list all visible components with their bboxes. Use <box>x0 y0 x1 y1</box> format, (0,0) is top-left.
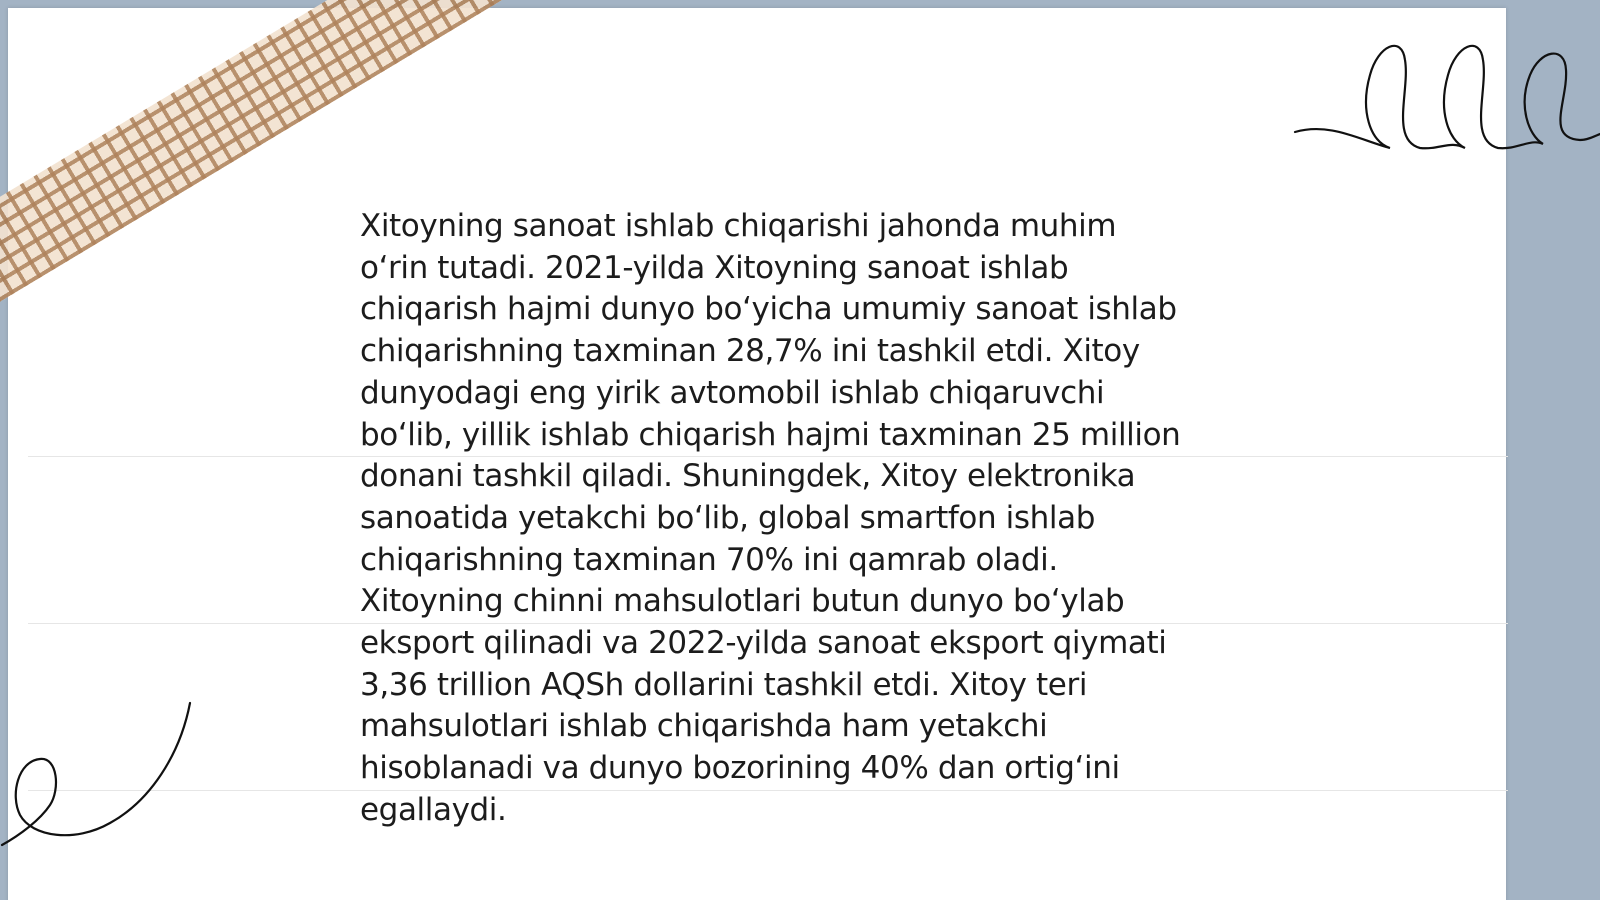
text-line: chiqarishning taxminan 70% ini qamrab oladi. <box>360 541 1058 578</box>
text-line: oʻrin tutadi. 2021-yilda Xitoyning sanoat ishlab <box>360 249 1069 286</box>
text-line: 3,36 trillion AQSh dollarini tashkil etdi. Xitoy teri <box>360 666 1088 703</box>
text-line: egallaydi. <box>360 791 507 828</box>
text-line: chiqarishning taxminan 28,7% ini tashkil etdi. Xitoy <box>360 333 1140 370</box>
text-line: mahsulotlari ishlab chiqarishda ham yetakchi <box>360 708 1048 745</box>
text-line: sanoatida yetakchi boʻlib, global smartfon ishlab <box>360 499 1095 536</box>
scribble-swirl-icon <box>0 695 200 855</box>
text-line: donani tashkil qiladi. Shuningdek, Xitoy elektronika <box>360 458 1136 495</box>
text-line: chiqarish hajmi dunyo boʻyicha umumiy sanoat ishlab <box>360 291 1177 328</box>
text-line: Xitoyning sanoat ishlab chiqarishi jahonda muhim <box>360 208 1117 244</box>
text-line: dunyodagi eng yirik avtomobil ishlab chiqaruvchi <box>360 374 1105 411</box>
text-line: eksport qilinadi va 2022-yilda sanoat eksport qiymati <box>360 625 1167 662</box>
text-line: boʻlib, yillik ishlab chiqarish hajmi taxminan 25 million <box>360 416 1181 453</box>
scribble-loops-icon <box>1290 30 1600 160</box>
text-line: Xitoyning chinni mahsulotlari butun dunyo boʻylab <box>360 583 1125 620</box>
text-line: hisoblanadi va dunyo bozorining 40% dan ortigʻini <box>360 750 1120 787</box>
body-paragraph <box>360 206 1250 832</box>
